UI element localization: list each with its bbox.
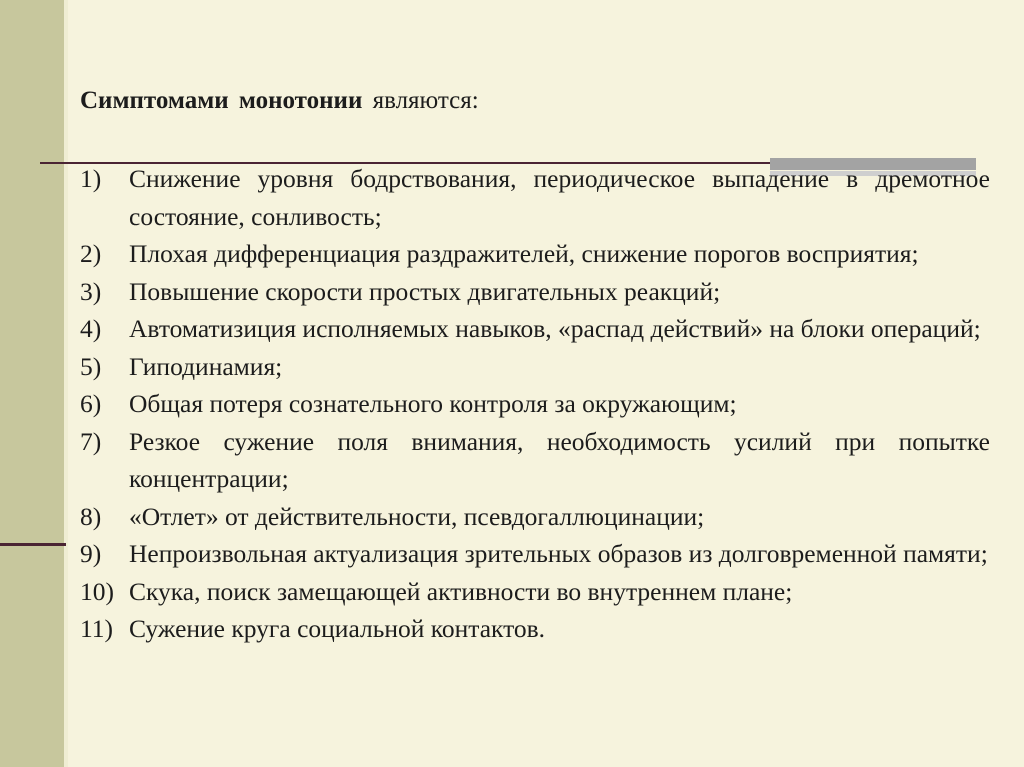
- item-number: 3): [80, 276, 102, 306]
- list-item: [80, 423, 990, 498]
- list-item: [80, 160, 990, 235]
- item-text: Резкое сужение поля внимания, необходимость усилий при попытке концентрации;: [129, 426, 990, 493]
- list-item: [80, 535, 990, 573]
- symptom-list: [80, 160, 990, 648]
- item-text: Общая потеря сознательного контроля за окружающим;: [129, 389, 737, 418]
- list-item: [80, 273, 990, 311]
- list-item: [80, 573, 990, 611]
- list-item: [80, 348, 990, 386]
- item-number: 6): [80, 389, 102, 418]
- item-text: Снижение уровня бодрствования, периодическое выпадение в дремотное состояние, сонливость;: [129, 164, 990, 231]
- list-item: [80, 610, 990, 648]
- item-number: 11): [80, 614, 114, 643]
- item-number: 5): [80, 351, 102, 381]
- list-item: [80, 385, 990, 423]
- item-text: Непроизвольная актуализация зрительных образов из долговременной памяти;: [129, 539, 988, 568]
- item-text: Гиподинамия;: [129, 351, 283, 381]
- list-item: [80, 235, 990, 273]
- item-text: Скука, поиск замещающей активности во внутреннем плане;: [129, 576, 793, 606]
- list-item: [80, 310, 990, 348]
- item-number: 4): [80, 314, 102, 343]
- item-text: Автоматизиция исполняемых навыков, «распад действий» на блоки операций;: [129, 314, 981, 343]
- heading-rest-part: являются:: [372, 87, 479, 114]
- item-text: Повышение скорости простых двигательных реакций;: [129, 276, 721, 306]
- item-number: 9): [80, 539, 102, 568]
- item-number: 10): [80, 576, 114, 606]
- heading-bold-part: Симптомами монотонии: [80, 87, 363, 114]
- item-number: 7): [80, 426, 102, 456]
- item-text: «Отлет» от действительности, псевдогаллюцинации;: [129, 501, 705, 531]
- band-accent-line: [0, 543, 66, 546]
- item-text: Сужение круга социальной контактов.: [129, 614, 546, 643]
- item-number: 8): [80, 501, 102, 531]
- item-text: Плохая дифференциация раздражителей, снижение порогов восприятия;: [129, 239, 919, 268]
- item-number: 1): [80, 164, 102, 193]
- item-number: 2): [80, 239, 102, 268]
- slide-heading: [80, 87, 479, 115]
- list-item: [80, 498, 990, 536]
- band-edge-highlight: [64, 0, 68, 767]
- left-decorative-band: [0, 0, 66, 767]
